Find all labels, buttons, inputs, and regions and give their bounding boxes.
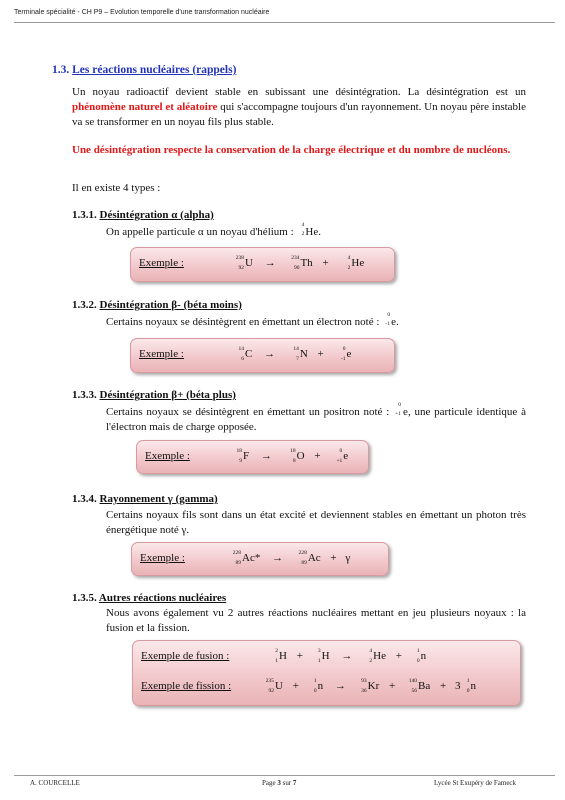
types-intro: Il en existe 4 types : [72,182,161,194]
nucleus [357,680,380,692]
mass-number: 1 [313,678,317,684]
element-symbol: Ac* [242,552,261,564]
nucleus [411,650,427,662]
mass-number: 0 [387,312,391,318]
nucleus [228,552,260,564]
atomic-number: 1 [317,658,321,664]
atomic-number: 90 [293,265,300,271]
plus-sign: + [389,680,396,692]
beta-plus-text-after: , une particule identique à l'électron mais de charge opposée. [106,406,526,433]
element-symbol: O [296,450,305,462]
reaction-arrow: → [260,450,272,462]
page-header: Terminale spécialité - CH P9 – Evolution temporelle d'une transformation nucléaire [14,9,270,16]
atomic-number: +1 [336,458,343,464]
section-number: 1.3. [52,64,70,76]
header-divider [14,22,555,23]
element-symbol: n [317,680,324,692]
footer-author: A. COURCELLE [30,779,80,787]
mass-number: 14 [238,346,244,352]
element-symbol: U [245,257,253,269]
nucleus [308,680,324,692]
nucleus [294,552,321,564]
plus-sign: + [314,450,321,462]
nucleus [329,450,348,462]
atomic-number: 36 [361,688,367,694]
atomic-number: -1 [385,321,391,327]
mass-number: 93 [361,678,367,684]
other-text: Nous avons également vu 2 autres réactions nucléaires mettant en jeu plusieurs noyaux : la fusion et la fission. [106,607,526,634]
other-heading [72,592,226,604]
atomic-number: 92 [268,688,274,694]
footer-page [262,779,296,787]
example-label: Exemple : [140,552,185,564]
beta-plus-title: Désintégration β+ (béta plus) [99,389,236,401]
reaction-arrow: → [264,348,276,360]
alpha-equation [231,257,365,269]
intro-paragraph [72,85,526,130]
mass-number: 228 [298,550,307,556]
fusion-fission-box [132,640,521,706]
beta-minus-heading [72,299,242,311]
footer-divider [14,775,555,776]
mass-number: 1 [466,678,470,684]
element-symbol: e [403,406,408,418]
element-symbol: He [305,226,319,238]
mass-number: 4 [369,648,373,654]
beta-plus-example-box [136,440,369,474]
atomic-number: 0 [466,688,470,694]
nucleus [261,680,283,692]
conservation-rule: Une désintégration respecte la conservation de la charge électrique et du nombre de nucléons. [72,144,511,156]
atomic-number: 8 [292,458,296,464]
atomic-number: 6 [241,356,244,362]
element-symbol: U [275,680,283,692]
beta-plus-num: 1.3.3. [72,389,97,401]
nucleus [312,650,330,662]
element-symbol: e [391,316,397,328]
footer-school: Lycée St Exupéry de Fameck [434,779,517,787]
atomic-number: +1 [395,411,402,417]
fusion-label: Exemple de fusion : [141,650,230,662]
alpha-example-box [130,247,395,282]
beta-minus-example-box [130,338,395,373]
page-total: 7 [292,779,297,787]
atomic-number: 2 [301,231,305,237]
fission-equation [261,680,477,692]
element-symbol: He [351,257,365,269]
mass-number: 140 [408,678,417,684]
nucleus [286,348,308,360]
atomic-number: 92 [238,265,244,271]
element-symbol: C [245,348,253,360]
gamma-num: 1.3.4. [72,493,97,505]
beta-minus-equation [231,348,352,360]
page-number: 3 [277,779,281,787]
atomic-number: 9 [239,458,242,464]
reaction-arrow: → [272,552,284,564]
nucleus [404,680,430,692]
element-symbol: Th [300,257,313,269]
mass-number: 228 [232,550,241,556]
alpha-text [106,222,526,240]
alpha-particle [296,222,319,240]
nucleus [229,450,249,462]
plus-sign: + [296,650,303,662]
beta-minus-text-content: Certains noyaux se désintègrent en émettant un électron noté : [106,316,383,328]
mass-number: 0 [339,448,343,454]
element-symbol: n [420,650,427,662]
element-symbol: F [243,450,250,462]
atomic-number: -1 [340,356,346,362]
nucleus [333,348,352,360]
reaction-arrow: → [334,680,346,692]
reaction-arrow: → [264,257,276,269]
alpha-heading [72,209,214,221]
example-label: Exemple : [145,450,190,462]
beta-plus-text-content: Certains noyaux se désintègrent en émettant un positron noté : [106,406,394,418]
mass-number: 1 [416,648,420,654]
plus-sign: + [317,348,324,360]
nucleus [269,650,287,662]
intro-text-c: qui s'accompagne toujours d'un rayonnement. Un noyau père instable va se transformer en un noyau fils plus stable. [72,101,526,128]
alpha-num: 1.3.1. [72,209,97,221]
nucleus [363,650,386,662]
mass-number: 18 [236,448,242,454]
period: . [396,316,399,328]
atomic-number: 89 [301,560,307,566]
gamma-text: Certains noyaux fils sont dans un état excité et deviennent stables en émettant un photon très énergétique noté γ. [106,509,526,536]
beta-plus-text [106,402,526,435]
gamma-heading [72,493,218,505]
nucleus [283,450,305,462]
element-symbol: H [279,650,287,662]
mass-number: 2 [275,648,278,654]
beta-minus-num: 1.3.2. [72,299,97,311]
beta-minus-title: Désintégration β- (béta moins) [99,299,242,311]
element-symbol: Ac [307,552,321,564]
atomic-number: 56 [411,688,417,694]
other-num: 1.3.5. [72,592,97,604]
positron-particle [393,402,408,420]
atomic-number: 7 [296,356,299,362]
mass-number: 4 [301,222,305,228]
intro-highlight: phénomène naturel et aléatoire [72,101,218,113]
plus-sign: + [439,680,447,692]
plus-sign: + [395,650,402,662]
mass-number: 18 [290,448,296,454]
atomic-number: 1 [275,658,278,664]
alpha-text-content: On appelle particule α un noyau d'hélium : [106,226,297,238]
nucleus [337,257,364,269]
element-symbol: e [343,450,349,462]
intro-text-a: Un noyau radioactif devient stable en subissant une désintégration. La désintégration est un [72,86,526,98]
gamma-equation [228,552,350,564]
atomic-number: 89 [235,560,241,566]
plus-sign: + [292,680,299,692]
element-symbol: e [346,348,352,360]
page-prefix: Page [262,779,278,787]
example-label: Exemple : [139,348,184,360]
atomic-number: 0 [313,688,317,694]
fission-label: Exemple de fission : [141,680,232,692]
atomic-number: 2 [347,265,351,271]
mass-number: 14 [293,346,299,352]
plus-sign: + [322,257,329,269]
gamma-photon: γ [345,552,351,564]
nucleus [231,348,252,360]
beta-minus-text [106,312,526,330]
nucleus [460,680,476,692]
example-label: Exemple : [139,257,184,269]
section-title [52,64,236,76]
nucleus [231,257,253,269]
element-symbol: n [470,680,476,692]
fusion-equation [269,650,427,662]
atomic-number: 2 [369,658,373,664]
beta-plus-heading [72,389,236,401]
element-symbol: N [299,348,308,360]
element-symbol: Ba [418,680,431,692]
page-sep: sur [280,779,293,787]
mass-number: 4 [347,255,351,261]
mass-number: 238 [235,255,244,261]
mass-number: 235 [265,678,274,684]
section-title-text: Les réactions nucléaires (rappels) [72,64,237,76]
mass-number: 234 [291,255,300,261]
mass-number: 0 [398,402,402,408]
plus-sign: + [330,552,337,564]
nucleus [286,257,312,269]
other-title: Autres réactions nucléaires [98,592,227,604]
element-symbol: H [321,650,330,662]
gamma-title: Rayonnement γ (gamma) [99,493,218,505]
coefficient: 3 [454,680,461,692]
mass-number: 3 [317,648,321,654]
element-symbol: Kr [367,680,380,692]
element-symbol: He [373,650,386,662]
alpha-title: Désintégration α (alpha) [99,209,214,221]
atomic-number: 0 [416,658,420,664]
mass-number: 0 [342,346,346,352]
gamma-example-box [131,542,389,576]
reaction-arrow: → [341,650,353,662]
electron-particle [382,312,397,330]
beta-plus-equation [229,450,349,462]
period: . [318,226,321,238]
